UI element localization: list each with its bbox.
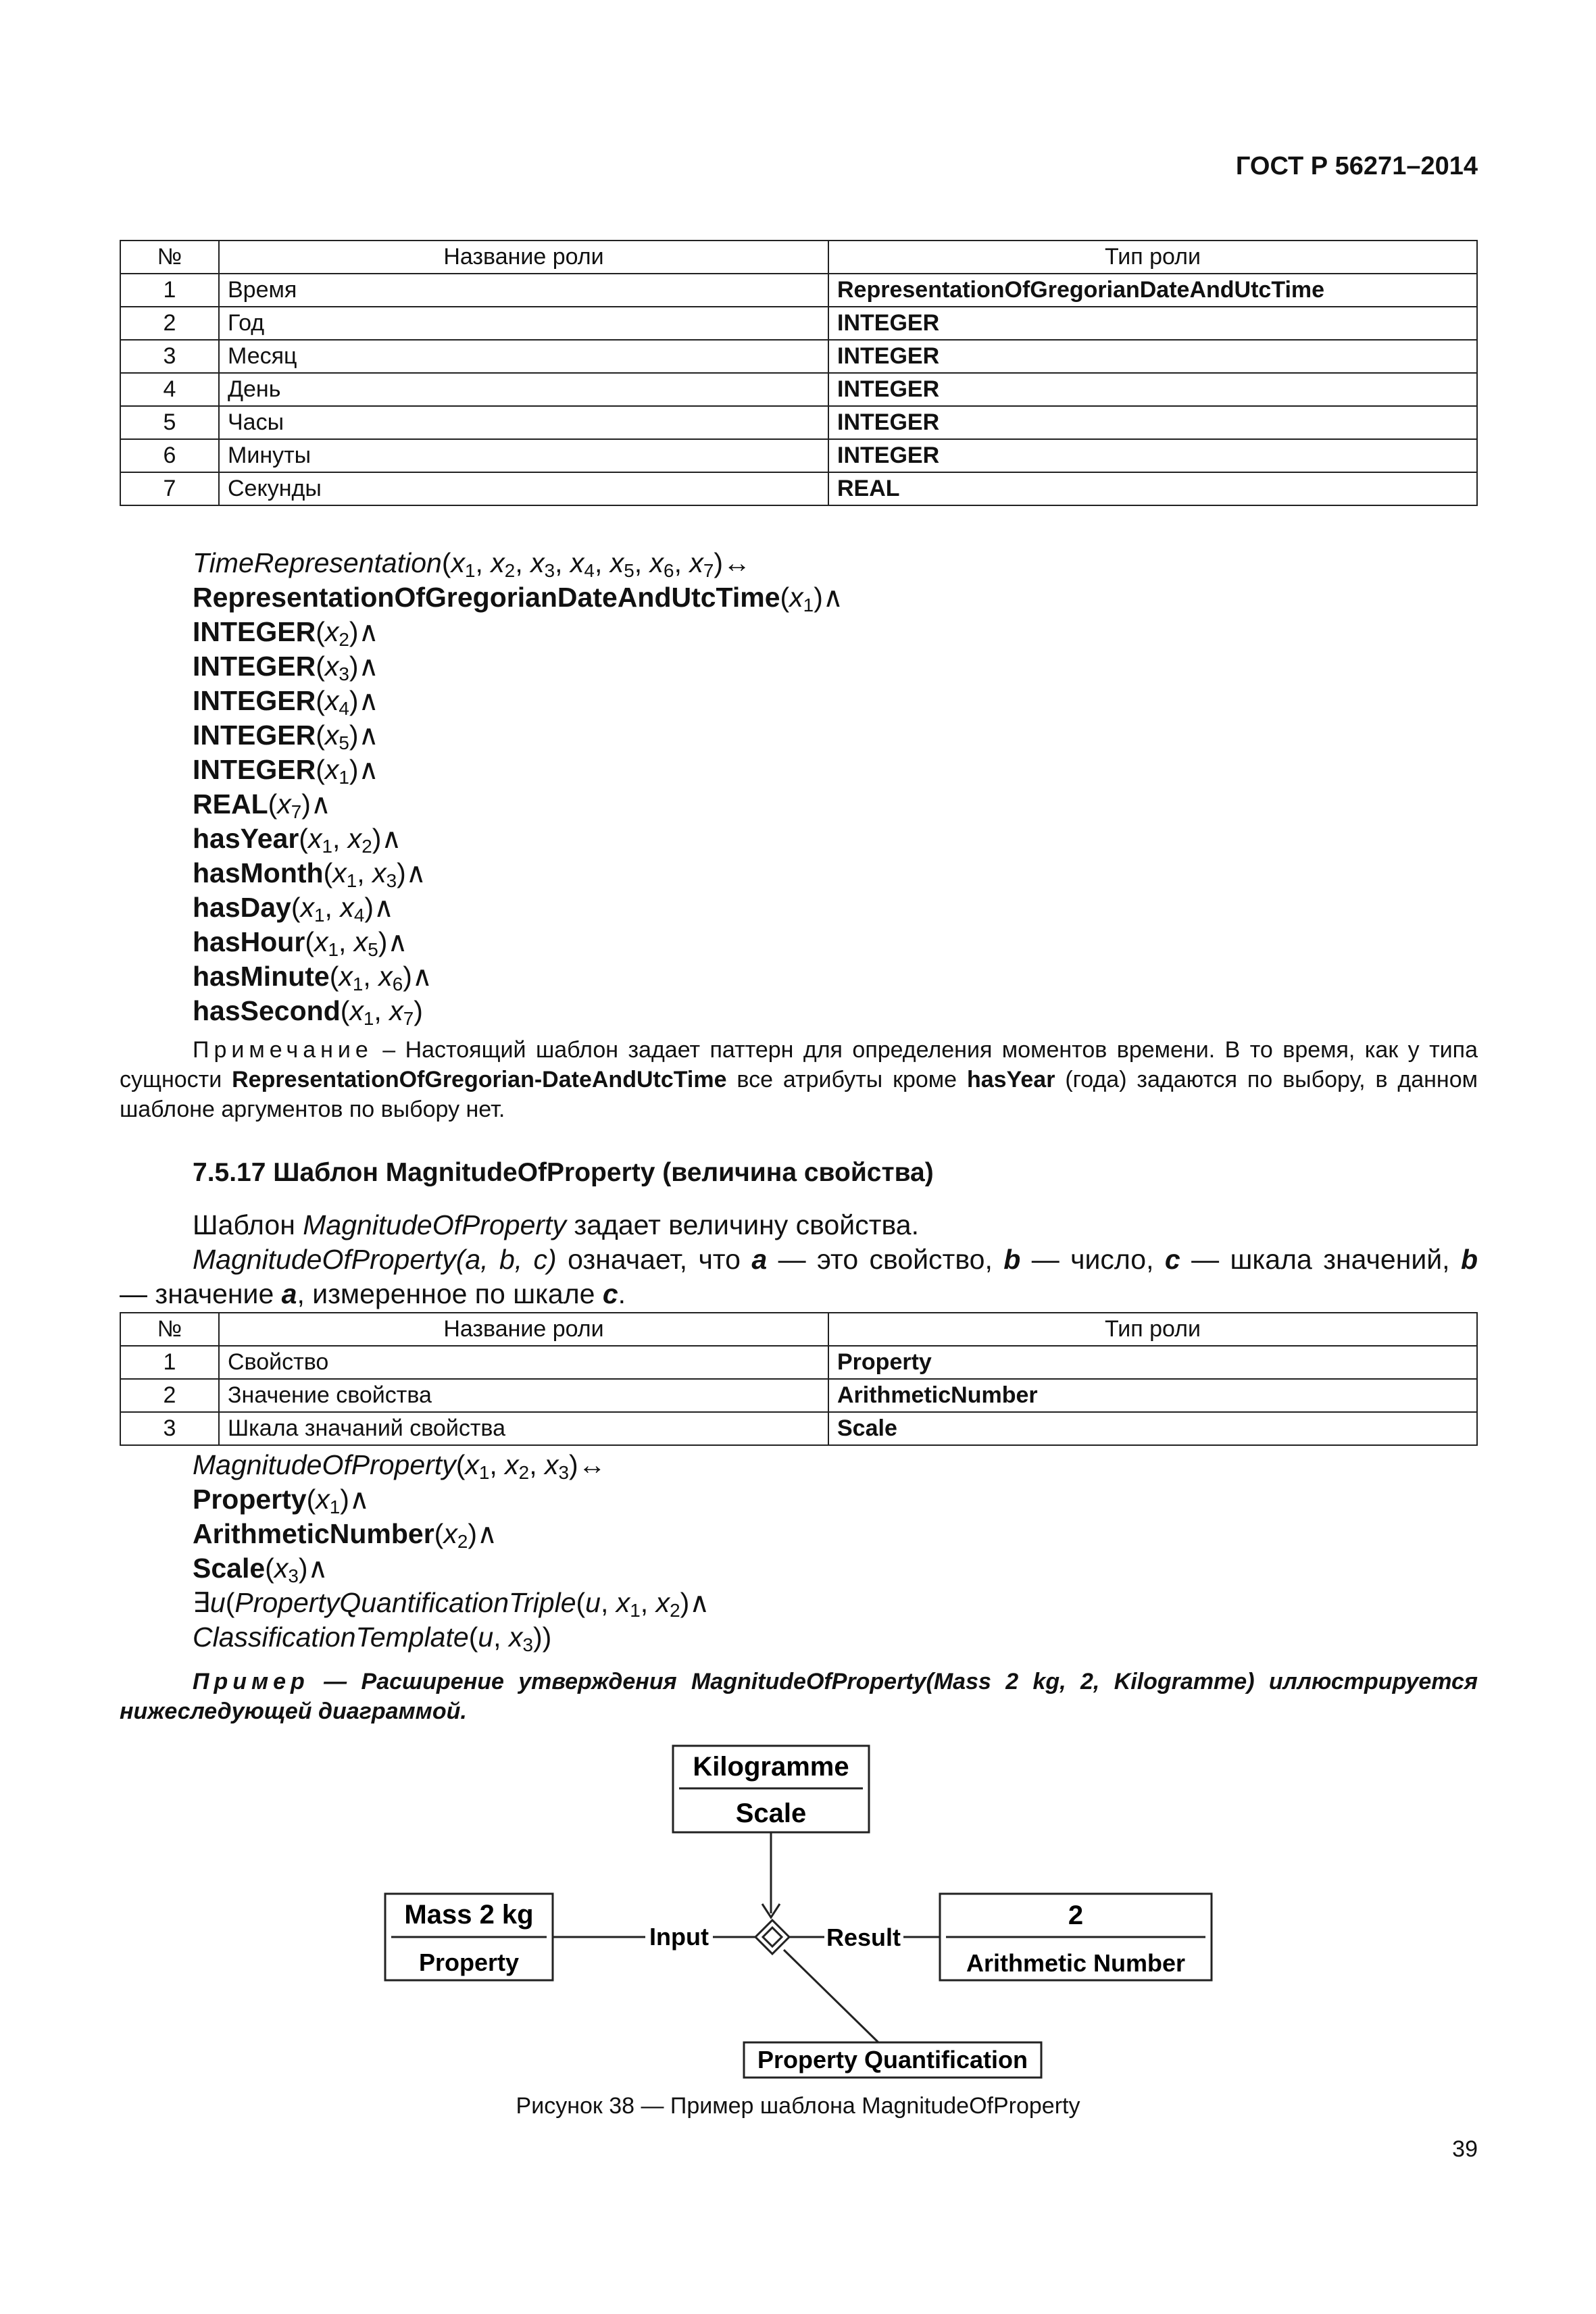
row-number: 2 (120, 307, 219, 340)
scale-box-name: Kilogramme (693, 1752, 849, 1782)
row-number: 4 (120, 373, 219, 406)
formula-line: $INTEGER(x_1)\wedge$ (193, 754, 379, 788)
formula-line: $ArithmeticNumber(x_2)\wedge$ (193, 1518, 498, 1552)
role-type: INTEGER (828, 340, 1477, 373)
note-text: – Настоящий шаблон задает паттерн для определения моментов времени. В то время, как у типа сущности (120, 1037, 1478, 1092)
formula-line: $Property(x_1)\wedge$ (193, 1484, 370, 1517)
row-number: 1 (120, 1346, 219, 1379)
page-number: 39 (1452, 2136, 1478, 2162)
header-number: № (120, 241, 219, 274)
role-type: INTEGER (828, 373, 1477, 406)
formula-line: $RepresentationOfGregorianDateAndUtcTime(x_1)\wedge$ (193, 582, 843, 615)
note-label: Примечание (193, 1037, 373, 1063)
result-box (940, 1894, 1212, 1980)
note-text: (года) задаются по выбору, в данном шаблоне аргументов по выбору нет. (120, 1067, 1478, 1122)
note-entity: RepresentationOfGregorian-DateAndUtcTime (232, 1067, 727, 1092)
input-box-type: Property (418, 1948, 520, 1976)
example-label: Пример (193, 1669, 309, 1694)
quantification-connector (784, 1950, 878, 2042)
body-line: — значение a, измеренное по шкале c. (120, 1278, 626, 1309)
standard-number: ГОСТ Р 56271–2014 (1235, 152, 1478, 180)
role-type: INTEGER (828, 439, 1477, 472)
body-line: Шаблон MagnitudeOfProperty задает величину свойства. (193, 1209, 919, 1240)
figure-caption: Рисунок 38 — Пример шаблона MagnitudeOfProperty (516, 2093, 1080, 2119)
row-number: 6 (120, 439, 219, 472)
role-type: RepresentationOfGregorianDateAndUtcTime (828, 274, 1477, 307)
formula-line: $INTEGER(x_3)\wedge$ (193, 651, 379, 684)
formula-line: $hasMonth(x_1$, $x_3)\wedge$ (193, 857, 426, 891)
role-type: INTEGER (828, 307, 1477, 340)
header-role-type: Тип роли (828, 1313, 1477, 1346)
formula-line: $TimeRepresentation(x_1$, $x_2$, $x_3$, $x_4$, $x_5$, $x_6$, $x_7)\leftrightarrow$ (193, 547, 751, 581)
scale-box (673, 1746, 869, 1832)
role-name: День (219, 373, 828, 406)
formula-line: $INTEGER(x_4)\wedge$ (193, 685, 379, 719)
row-number: 5 (120, 406, 219, 439)
formula-line: $REAL(x_7)\wedge$ (193, 788, 331, 822)
formula-line: $INTEGER(x_5)\wedge$ (193, 720, 379, 753)
formula-line: ∃u(PropertyQuantificationTriple(u, $x_1$, $x_2)\wedge$ (193, 1587, 710, 1621)
role-name: Месяц (219, 340, 828, 373)
section-heading: 7.5.17 Шаблон MagnitudeOfProperty (величина свойства) (193, 1158, 934, 1187)
header-role-name: Название роли (219, 1313, 828, 1346)
quantification-box (744, 2042, 1041, 2078)
header-role-name: Название роли (219, 241, 828, 274)
scale-box-type: Scale (735, 1799, 807, 1828)
role-name: Год (219, 307, 828, 340)
formula-line: ClassificationTemplate(u, $x_3$)) (193, 1621, 552, 1655)
formula-line: $Scale(x_3)\wedge$ (193, 1553, 328, 1586)
input-label: Input (649, 1923, 709, 1951)
formula-line: $hasYear(x_1$, $x_2)\wedge$ (193, 823, 402, 857)
header-number: № (120, 1313, 219, 1346)
example-text: — Расширение утверждения MagnitudeOfProperty(Mass 2 kg, 2, Kilogramme) иллюстрируется нижеследующей диаграммой. (120, 1669, 1478, 1724)
note-text: все атрибуты кроме (726, 1067, 967, 1092)
result-box-name: 2 (1068, 1901, 1084, 1930)
note-attribute: hasYear (966, 1067, 1055, 1092)
role-type: INTEGER (828, 406, 1477, 439)
result-label: Result (826, 1923, 901, 1951)
input-box (385, 1894, 553, 1980)
input-box-name: Mass 2 kg (404, 1900, 534, 1930)
role-type: REAL (828, 472, 1477, 505)
row-number: 2 (120, 1379, 219, 1412)
row-number: 3 (120, 1412, 219, 1445)
formula-line: $hasHour(x_1$, $x_5)\wedge$ (193, 926, 408, 960)
formula-line: $hasMinute(x_1$, $x_6)\wedge$ (193, 961, 432, 995)
formula-line: $hasSecond(x_1$, $x_7$) (193, 995, 423, 1029)
role-type: Scale (828, 1412, 1477, 1445)
role-name: Значение свойства (219, 1379, 828, 1412)
row-number: 7 (120, 472, 219, 505)
role-name: Часы (219, 406, 828, 439)
formula-line: $MagnitudeOfProperty(x_1$, $x_2$, $x_3)\leftrightarrow$ (193, 1449, 606, 1483)
role-type: Property (828, 1346, 1477, 1379)
role-name: Свойство (219, 1346, 828, 1379)
row-number: 3 (120, 340, 219, 373)
formula-line: $INTEGER(x_2)\wedge$ (193, 616, 379, 650)
role-name: Время (219, 274, 828, 307)
quantification-box-name: Property Quantification (757, 2046, 1028, 2073)
role-type: ArithmeticNumber (828, 1379, 1477, 1412)
role-name: Минуты (219, 439, 828, 472)
role-name: Секунды (219, 472, 828, 505)
row-number: 1 (120, 274, 219, 307)
role-name: Шкала значаний свойства (219, 1412, 828, 1445)
result-box-type: Arithmetic Number (966, 1949, 1186, 1977)
body-line: MagnitudeOfProperty(a, b, c) означает, что a — это свойство, b — число, c — шкала значений, b (193, 1244, 1478, 1275)
header-role-type: Тип роли (828, 241, 1477, 274)
formula-line: $hasDay(x_1$, $x_4)\wedge$ (193, 892, 395, 926)
